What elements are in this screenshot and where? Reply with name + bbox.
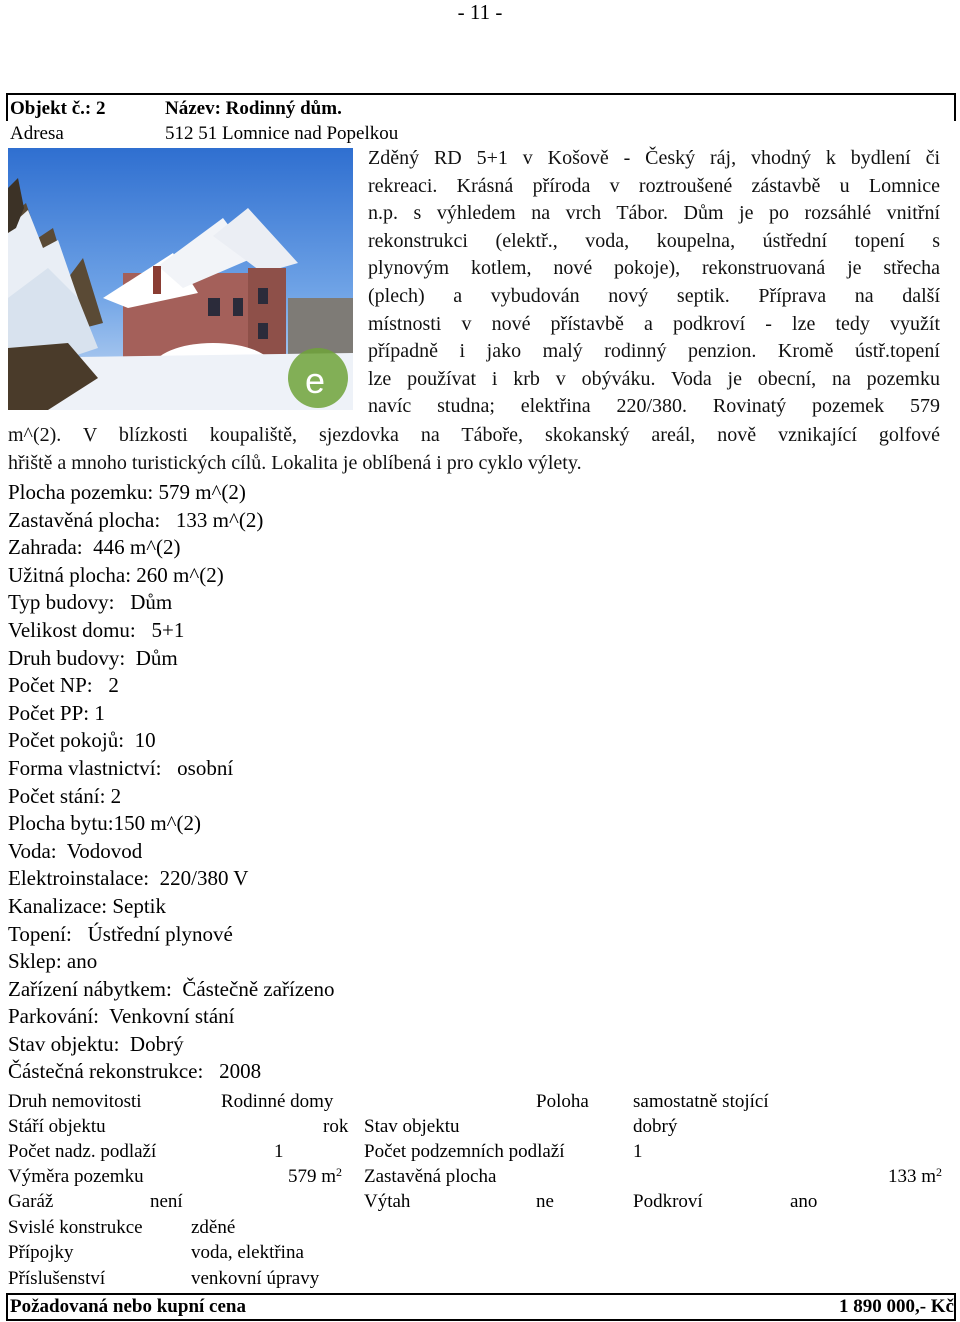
table-podz-label: Počet podzemních podlaží (364, 1141, 565, 1162)
spec-item: Stav objektu: Dobrý (8, 1031, 184, 1056)
spec-item: Typ budovy: Dům (8, 590, 173, 615)
spec-item: Sklep: ano (8, 949, 98, 974)
description-wrapped (368, 145, 940, 421)
spec-item: Velikost domu: 5+1 (8, 617, 185, 642)
spec-item: Forma vlastnictví: osobní (8, 755, 234, 780)
table-druh-label: Druh nemovitosti (8, 1091, 142, 1112)
table-nadz-value: 1 (274, 1141, 284, 1162)
price-value: 1 890 000,- Kč (838, 1296, 954, 1317)
spec-item: Zařízení nábytkem: Částečně zařízeno (8, 976, 335, 1001)
table-zast-label: Zastavěná plocha (364, 1166, 497, 1187)
table-prisl-value: venkovní úpravy (191, 1268, 320, 1289)
table-druh-value: Rodinné domy (221, 1091, 334, 1112)
table-vymera-label: Výměra pozemku (8, 1166, 144, 1187)
spec-item: Zahrada: 446 m^(2) (8, 535, 181, 560)
spec-item: Počet PP: 1 (8, 700, 105, 725)
description-line: m^(2). V blízkosti koupaliště, sjezdovka na Táboře, skokanský areál, nově vznikající golfové (8, 424, 940, 446)
description-line: rekonstrukci (elektř., voda, koupelna, ústřední topení s (368, 229, 940, 252)
table-poloha-value: samostatně stojící (633, 1091, 769, 1112)
spec-item: Počet NP: 2 (8, 673, 119, 698)
table-vymera-value: 579 $m^2$ (288, 1165, 343, 1187)
spec-item: Kanalizace: Septik (8, 893, 167, 918)
table-zast-value: 133 $m^2$ (888, 1165, 943, 1187)
spec-item: Částečná rekonstrukce: 2008 (8, 1059, 262, 1084)
table-vytah-value: ne (536, 1191, 554, 1212)
description-full (8, 422, 940, 477)
table-podkrovi-value: ano (790, 1191, 818, 1212)
table-pripojky-label: Přípojky (8, 1242, 74, 1263)
spec-item: Druh budovy: Dům (8, 645, 178, 670)
house-photo (8, 148, 353, 410)
table-stav-label: Stav objektu (364, 1116, 460, 1137)
address-label: Adresa (10, 123, 64, 144)
spec-item: Počet pokojů: 10 (8, 728, 156, 753)
watermark-logo: e (305, 360, 326, 401)
header-box (6, 93, 956, 121)
table-svisle-label: Svislé konstrukce (8, 1217, 143, 1238)
spec-item: Parkování: Venkovní stání (8, 1004, 235, 1029)
page-number: - 11 - (457, 0, 503, 24)
table-podkrovi-label: Podkroví (633, 1191, 703, 1212)
description-line: místnosti v nové přístavbě a podkroví - lze tedy využít (368, 312, 940, 335)
table-vytah-label: Výtah (364, 1191, 411, 1212)
spec-list (8, 479, 335, 1086)
table-nadz-label: Počet nadz. podlaží (8, 1141, 157, 1162)
description-line: hřiště a mnoho turistických cílů. Lokalita je oblíbená i pro cyklo výlety. (8, 451, 582, 474)
spec-item: Počet stání: 2 (8, 783, 122, 808)
spec-item: Plocha bytu:150 m^(2) (8, 811, 201, 836)
table-svisle-value: zděné (191, 1217, 236, 1238)
description-line: lze používat i krb v obýváku. Voda je obecní, na pozemku (368, 367, 940, 390)
description-line: navíc studna; elektřina 220/380. Rovinatý pozemek 579 (368, 395, 940, 418)
address-value: 512 51 Lomnice nad Popelkou (165, 123, 399, 144)
superscript: 2 (936, 1165, 943, 1179)
spec-item: Elektroinstalace: 220/380 V (8, 866, 249, 891)
table-garaz-value: není (150, 1191, 183, 1212)
superscript: 2 (336, 1165, 343, 1179)
spec-item: Topení: Ústřední plynové (8, 921, 233, 946)
name-label: Název: Rodinný dům. (165, 98, 342, 119)
spec-item: Zastavěná plocha: 133 m^(2) (8, 507, 264, 532)
description-line: Zděný RD 5+1 v Košově - Český ráj, vhodný k bydlení či (368, 147, 940, 169)
spec-item: Voda: Vodovod (8, 838, 143, 863)
table-poloha-label: Poloha (536, 1091, 589, 1112)
description-line: rekreaci. Krásná příroda v roztroušené zástavbě u Lomnice (368, 174, 940, 197)
object-label: Objekt č.: 2 (10, 98, 106, 119)
table-stari-unit: rok (323, 1116, 349, 1137)
table-pripojky-value: voda, elektřina (191, 1242, 304, 1263)
description-line: n.p. s výhledem na vrch Tábor. Dům je po rozsáhlé vnitřní (368, 202, 940, 225)
table-stav-value: dobrý (633, 1116, 678, 1137)
table-stari-label: Stáří objektu (8, 1116, 106, 1137)
spec-item: Plocha pozemku: 579 m^(2) (8, 480, 246, 504)
description-line: (plech) a vybudován nový septik. Příprava na další (368, 284, 940, 307)
house-photo-image (8, 148, 353, 410)
price-label: Požadovaná nebo kupní cena (10, 1296, 246, 1317)
table-garaz-label: Garáž (8, 1191, 54, 1212)
description-line: plynovým kotlem, nové pokoje), rekonstruovaná je střecha (368, 257, 940, 280)
table-prisl-label: Příslušenství (8, 1268, 106, 1289)
spec-item: Užitná plocha: 260 m^(2) (8, 562, 224, 587)
description-line: případně i jako malý rodinný penzion. Kromě ústř.topení (368, 340, 940, 363)
table-podz-value: 1 (633, 1141, 643, 1162)
